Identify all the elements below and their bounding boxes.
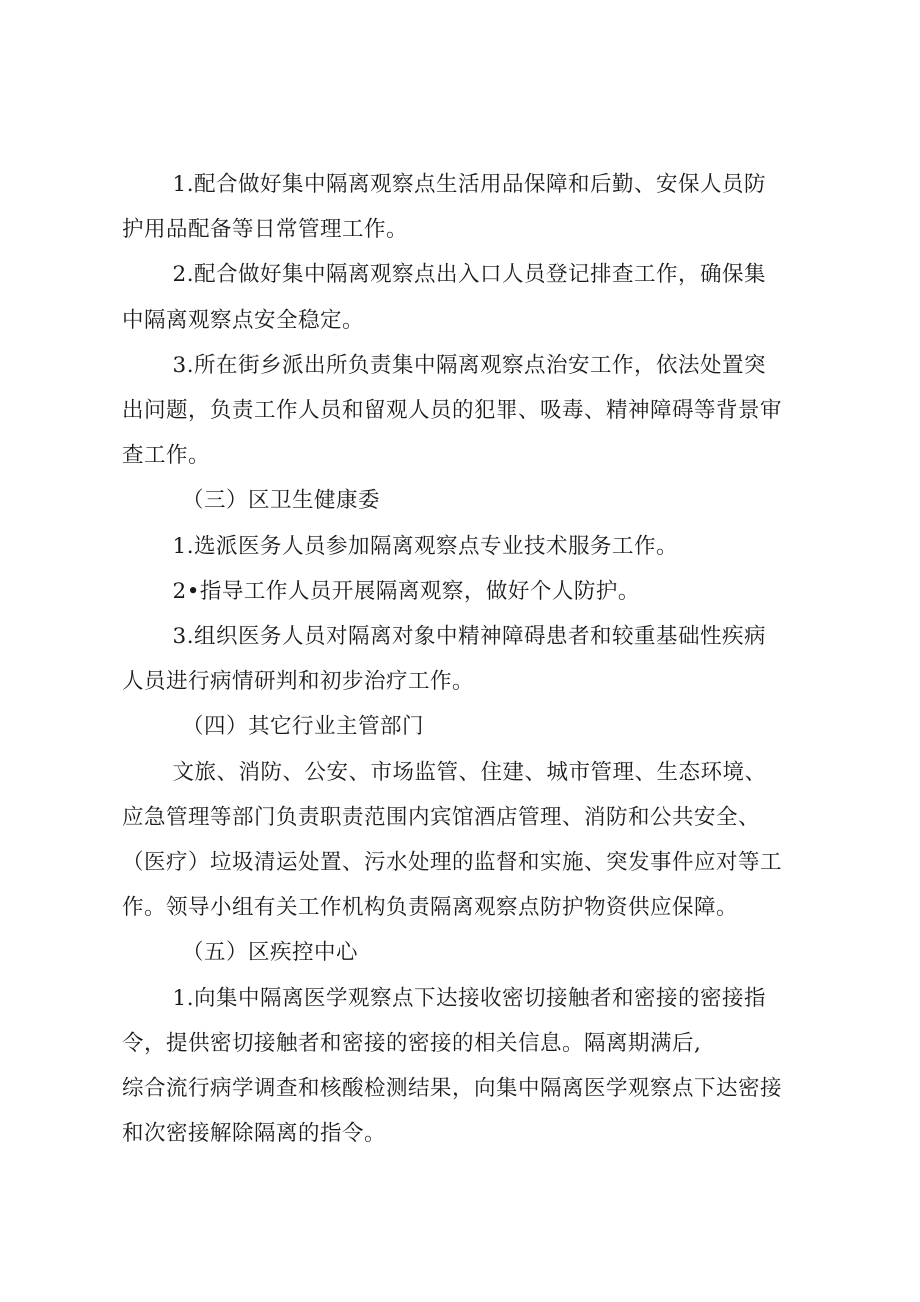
paragraph-police-security xyxy=(122,343,812,479)
text-line: 1.配合做好集中隔离观察点生活用品保障和后勤、安保人员防 xyxy=(172,172,767,197)
paragraph-guidance xyxy=(122,569,812,614)
text-line: 文旅、消防、公安、市场监管、住建、城市管理、生态环境、 xyxy=(172,759,767,785)
text-line: 1.向集中隔离医学观察点下达接收密切接触者和密接的密接指 xyxy=(172,985,767,1011)
text-line: 护用品配备等日常管理工作。 xyxy=(122,217,409,243)
text-line: 作。领导小组有关工作机构负责隔离观察点防护物资供应保障。 xyxy=(122,895,739,921)
section-heading-health-commission: （三）区卫生健康委 xyxy=(182,488,381,514)
text-line: 人员进行病情研判和初步治疗工作。 xyxy=(122,669,475,695)
text-line: （医疗）垃圾清运处置、污水处理的监督和实施、突发事件应对等工 xyxy=(122,850,783,876)
section-heading-cdc: （五）区疾控中心 xyxy=(182,940,359,966)
text-line: 2.配合做好集中隔离观察点出入口人员登记排查工作，确保集 xyxy=(172,262,767,288)
paragraph-medical-staff xyxy=(122,524,812,569)
section-heading-other-departments: （四）其它行业主管部门 xyxy=(182,714,425,740)
text-line: 3.组织医务人员对隔离对象中精神障碍患者和较重基础性疾病 xyxy=(172,624,767,650)
document-body xyxy=(122,162,812,1156)
text-line: 应急管理等部门负责职责范围内宾馆酒店管理、消防和公共安全、 xyxy=(122,804,761,830)
text-line: 令，提供密切接触者和密接的密接的相关信息。隔离期满后, xyxy=(122,1030,702,1056)
text-line: 查工作。 xyxy=(122,443,211,469)
paragraph-logistics xyxy=(122,162,812,252)
text-line: 1.选派医务人员参加隔离观察点专业技术服务工作。 xyxy=(172,533,679,559)
paragraph-diagnosis xyxy=(122,614,812,704)
text-line: 综合流行病学调查和核酸检测结果，向集中隔离医学观察点下达密接 xyxy=(122,1076,783,1102)
text-line: 3.所在街乡派出所负责集中隔离观察点治安工作，依法处置突 xyxy=(172,352,767,378)
text-line: 和次密接解除隔离的指令。 xyxy=(122,1121,387,1147)
text-line: 中隔离观察点安全稳定。 xyxy=(122,307,365,333)
text-line: 出问题，负责工作人员和留观人员的犯罪、吸毒、精神障碍等背景审 xyxy=(122,398,783,424)
paragraph-other-departments xyxy=(122,750,812,931)
paragraph-entry-registration xyxy=(122,252,812,342)
text-line: 2•指导工作人员开展隔离观察，做好个人防护。 xyxy=(172,578,640,604)
paragraph-cdc-instructions xyxy=(122,976,812,1157)
